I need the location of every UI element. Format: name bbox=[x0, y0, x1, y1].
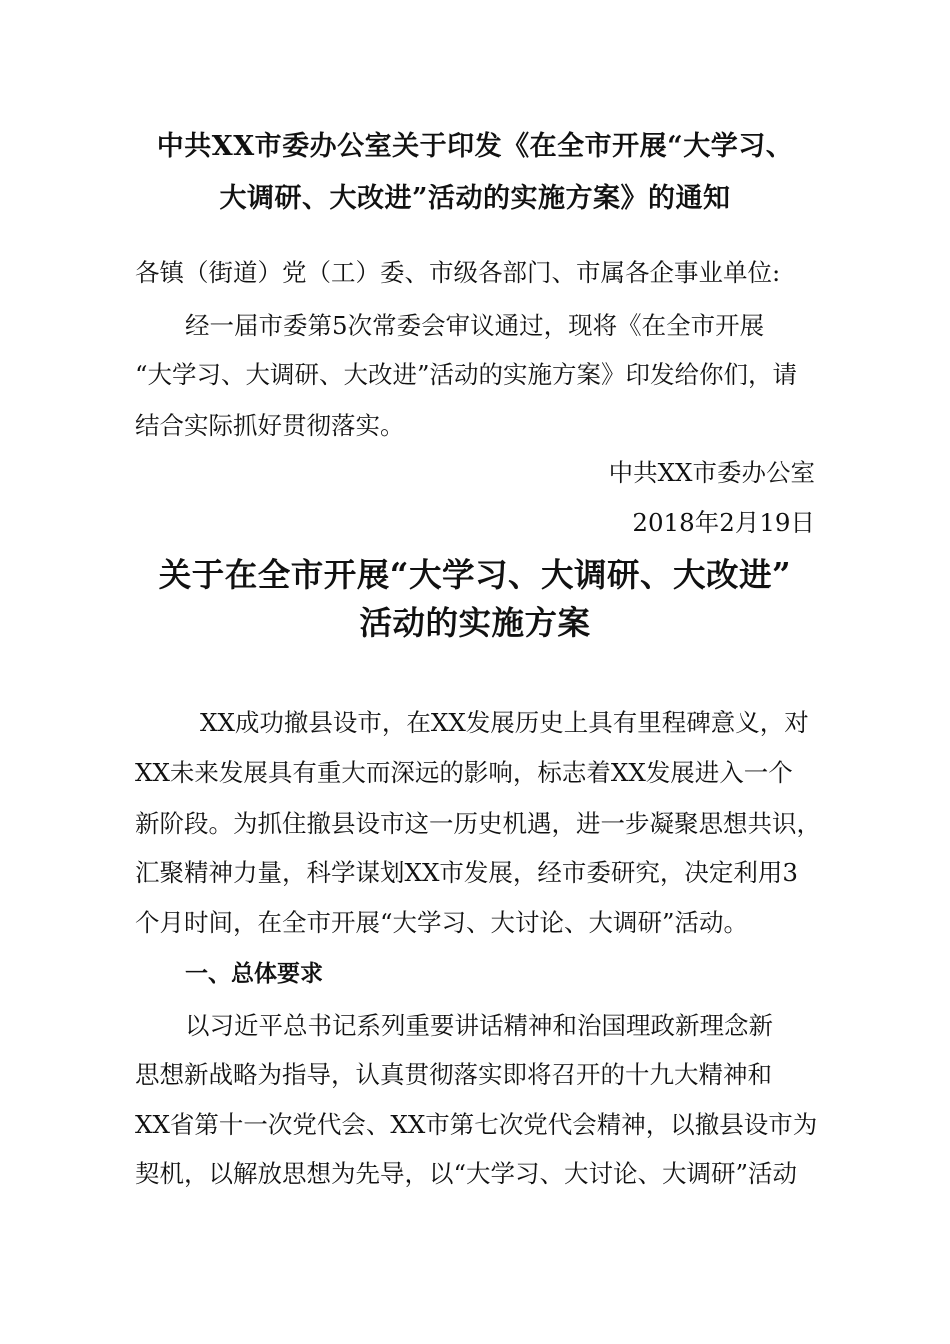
notice-body-line-1: 经一届市委第5次常委会审议通过，现将《在全市开展 bbox=[185, 311, 765, 340]
plan-intro-line-2: XX未来发展具有重大而深远的影响，标志着XX发展进入一个 bbox=[135, 758, 793, 787]
notice-salutation: 各镇（街道）党（工）委、市级各部门、市属各企事业单位: bbox=[135, 258, 781, 287]
notice-date: 2018年2月19日 bbox=[632, 508, 815, 537]
notice-body-line-3: 结合实际抓好贯彻落实。 bbox=[135, 411, 405, 440]
plan-intro-line-3: 新阶段。为抓住撤县设市这一历史机遇，进一步凝聚思想共识， bbox=[135, 809, 821, 838]
section-1-line-1: 以习近平总书记系列重要讲话精神和治国理政新理念新 bbox=[185, 1011, 773, 1040]
plan-intro-line-4: 汇聚精神力量，科学谋划XX市发展，经市委研究，决定利用3 bbox=[135, 858, 798, 887]
section-1-line-4: 契机，以解放思想为先导，以“大学习、大讨论、大调研”活动 bbox=[135, 1159, 798, 1188]
notice-signature: 中共XX市委办公室 bbox=[608, 458, 815, 487]
notice-title-line-1: 中共XX市委办公室关于印发《在全市开展“大学习、 bbox=[156, 131, 794, 162]
plan-title-line-2: 活动的实施方案 bbox=[359, 603, 591, 642]
plan-title-line-1: 关于在全市开展“大学习、大调研、大改进” bbox=[158, 555, 792, 594]
notice-body-line-2: “大学习、大调研、大改进”活动的实施方案》印发给你们，请 bbox=[135, 360, 798, 389]
section-1-line-3: XX省第十一次党代会、XX市第七次党代会精神，以撤县设市为 bbox=[135, 1110, 818, 1139]
plan-intro-line-5: 个月时间，在全市开展“大学习、大讨论、大调研”活动。 bbox=[135, 908, 749, 937]
section-1-heading: 一、总体要求 bbox=[185, 961, 323, 987]
plan-intro-line-1: XX成功撤县设市，在XX发展历史上具有里程碑意义，对 bbox=[200, 708, 809, 737]
section-1-line-2: 思想新战略为指导，认真贯彻落实即将召开的十九大精神和 bbox=[135, 1060, 772, 1089]
notice-title-line-2: 大调研、大改进”活动的实施方案》的通知 bbox=[219, 183, 731, 214]
